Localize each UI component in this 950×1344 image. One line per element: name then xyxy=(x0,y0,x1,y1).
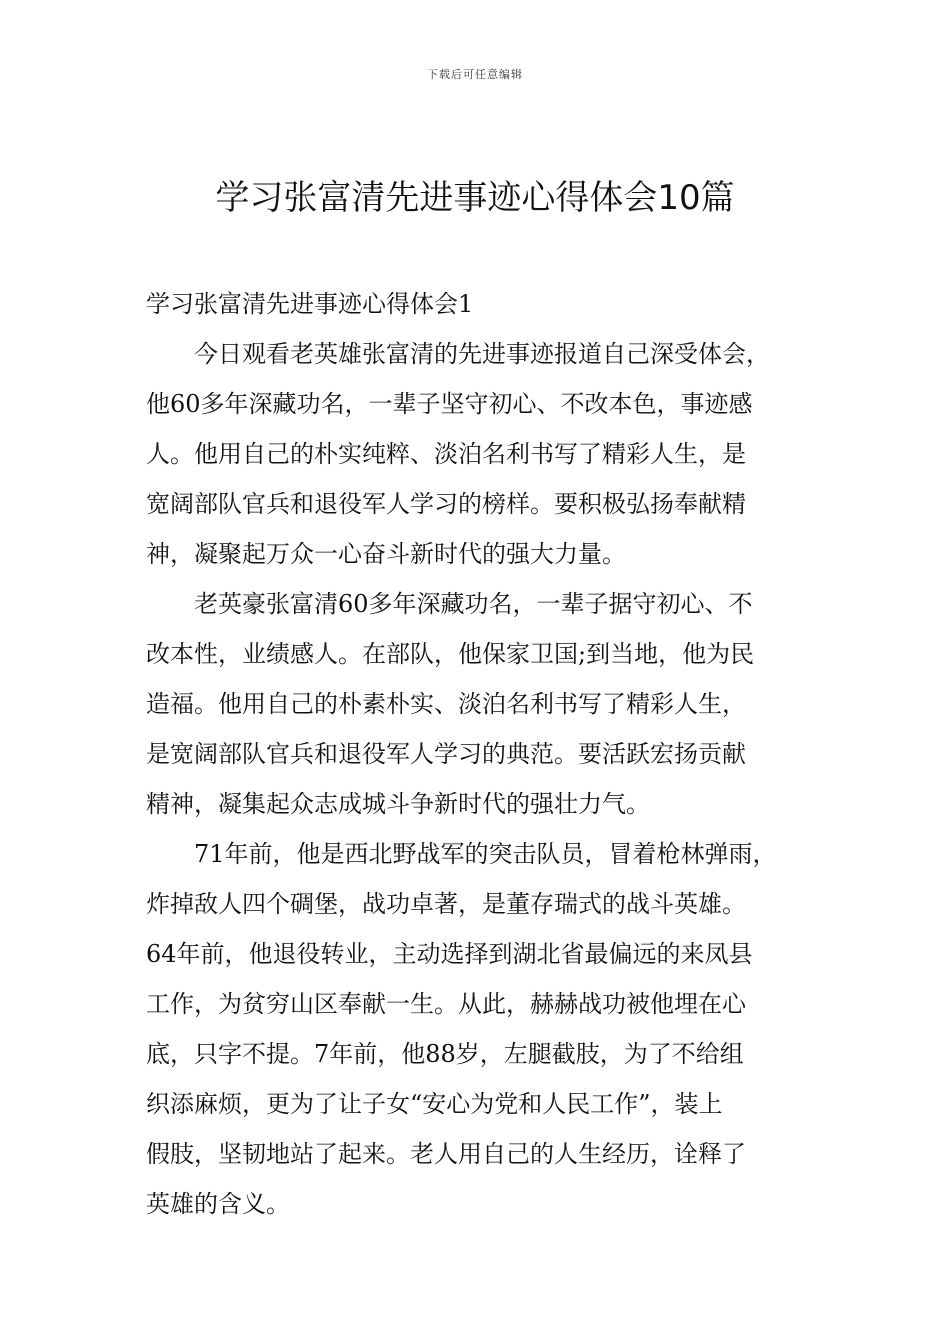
paragraph-line: 人。他用自己的朴实纯粹、淡泊名利书写了精彩人生，是 xyxy=(146,440,746,468)
paragraph-line: 他60多年深藏功名，一辈子坚守初心、不改本色，事迹感 xyxy=(146,390,753,418)
paragraph-line: 神，凝聚起万众一心奋斗新时代的强大力量。 xyxy=(146,540,626,568)
paragraph-line: 工作，为贫穷山区奉献一生。从此，赫赫战功被他埋在心 xyxy=(146,990,746,1018)
paragraph-line: 造福。他用自己的朴素朴实、淡泊名利书写了精彩人生， xyxy=(146,690,746,718)
paragraph-line: 炸掉敌人四个碉堡，战功卓著，是董存瑞式的战斗英雄。 xyxy=(146,890,746,918)
header-note: 下载后可任意编辑 xyxy=(427,68,523,81)
document-body xyxy=(146,279,836,1229)
paragraph-line: 假肢，坚韧地站了起来。老人用自己的人生经历，诠释了 xyxy=(146,1140,746,1168)
paragraph-line: 底，只字不提。7年前，他88岁，左腿截肢，为了不给组 xyxy=(146,1040,744,1068)
paragraph-line: 老英豪张富清60多年深藏功名，一辈子据守初心、不 xyxy=(194,590,753,618)
paragraph-line: 改本性，业绩感人。在部队，他保家卫国;到当地，他为民 xyxy=(146,640,755,668)
paragraph-line: 英雄的含义。 xyxy=(146,1190,290,1218)
paragraph-line: 是宽阔部队官兵和退役军人学习的典范。要活跃宏扬贡献 xyxy=(146,740,746,768)
paragraph-line: 今日观看老英雄张富清的先进事迹报道自己深受体会， xyxy=(194,340,770,368)
paragraph-line: 宽阔部队官兵和退役军人学习的榜样。要积极弘扬奉献精 xyxy=(146,490,746,518)
paragraph-line: 织添麻烦，更为了让子女“安心为党和人民工作”，装上 xyxy=(146,1090,723,1118)
paragraph-3 xyxy=(146,829,836,1229)
section-heading: 学习张富清先进事迹心得体会1 xyxy=(146,290,474,318)
paragraph-line: 64年前，他退役转业，主动选择到湖北省最偏远的来凤县 xyxy=(146,940,753,968)
paragraph-line: 71年前，他是西北野战军的突击队员，冒着枪林弹雨， xyxy=(194,840,777,868)
paragraph-1 xyxy=(146,329,836,579)
document-title: 学习张富清先进事迹心得体会10篇 xyxy=(215,178,735,218)
paragraph-2 xyxy=(146,579,836,829)
paragraph-line: 精神，凝集起众志成城斗争新时代的强壮力气。 xyxy=(146,790,650,818)
